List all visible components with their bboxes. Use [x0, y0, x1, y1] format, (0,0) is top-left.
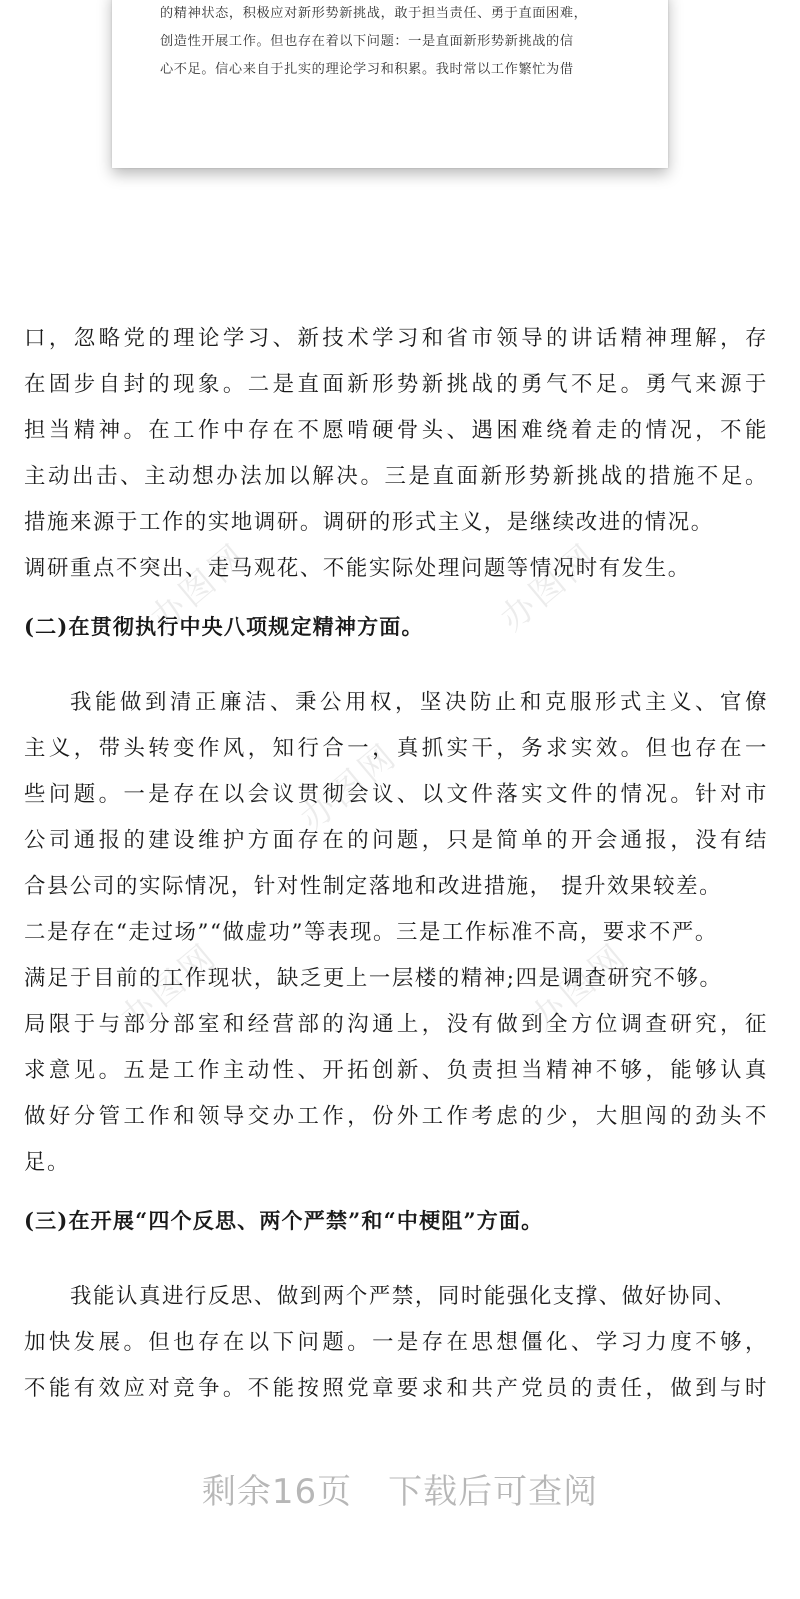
text-line: 加快发展。但也存在以下问题。一是存在思想僵化、学习力度不够，	[24, 1330, 768, 1355]
text-line: 满足于目前的工作现状，缺乏更上一层楼的精神;四是调查研究不够。	[24, 966, 723, 991]
watermark: 办图网	[522, 935, 636, 1040]
text-line: 合县公司的实际情况，针对性制定落地和改进措施， 提升效果较差。	[24, 874, 723, 899]
text-line: 我能做到清正廉洁、秉公用权，坚决防止和克服形式主义、官僚	[70, 690, 768, 715]
watermark: 办图网	[292, 735, 406, 840]
text-line: 主义，带头转变作风，知行合一，真抓实干，务求实效。但也存在一	[24, 736, 768, 761]
download-to-view-banner[interactable]	[0, 1462, 800, 1522]
preview-line: 心不足。信心来自于扎实的理论学习和积累。我时常以工作繁忙为借	[160, 62, 574, 77]
text-line: 求意见。五是工作主动性、开拓创新、负责担当精神不够，能够认真	[24, 1058, 768, 1083]
watermark: 办图网	[112, 935, 226, 1040]
watermark: 办图网	[492, 535, 606, 640]
text-line: 口，忽略党的理论学习、新技术学习和省市领导的讲话精神理解，存	[24, 326, 768, 351]
text-line: 不能有效应对竞争。不能按照党章要求和共产党员的责任，做到与时	[24, 1376, 768, 1401]
preview-line: 创造性开展工作。但也存在着以下问题：一是直面新形势新挑战的信	[160, 34, 574, 49]
text-line: 局限于与部分部室和经营部的沟通上，没有做到全方位调查研究，征	[24, 1012, 768, 1037]
text-line: 些问题。一是存在以会议贯彻会议、以文件落实文件的情况。针对市	[24, 782, 768, 807]
text-line: 措施来源于工作的实地调研。调研的形式主义，是继续改进的情况。	[24, 510, 714, 535]
text-line: 担当精神。在工作中存在不愿啃硬骨头、遇困难绕着走的情况，不能	[24, 418, 768, 443]
document-body	[24, 316, 768, 1412]
text-line: 二是存在“走过场”“做虚功”等表现。三是工作标准不高，要求不严。	[24, 920, 718, 945]
page-preview-text	[160, 0, 628, 84]
remaining-pages-label: 剩余16页	[201, 1472, 353, 1512]
text-line: 在固步自封的现象。二是直面新形势新挑战的勇气不足。勇气来源于	[24, 372, 768, 397]
download-prompt-label: 下载后可查阅	[388, 1472, 599, 1512]
section-heading-2: (二)在贯彻执行中央八项规定精神方面。	[24, 614, 424, 639]
section-heading-3: (三)在开展“四个反思、两个严禁”和“中梗阻”方面。	[24, 1208, 544, 1233]
page-preview-card	[112, 0, 668, 168]
text-line: 公司通报的建设维护方面存在的问题，只是简单的开会通报，没有结	[24, 828, 768, 853]
text-line: 调研重点不突出、走马观花、不能实际处理问题等情况时有发生。	[24, 556, 691, 581]
watermark: 办图网	[142, 535, 256, 640]
text-line: 我能认真进行反思、做到两个严禁，同时能强化支撑、做好协同、	[70, 1284, 737, 1309]
text-line: 主动出击、主动想办法加以解决。三是直面新形势新挑战的措施不足。	[24, 464, 768, 489]
text-line: 足。	[24, 1150, 70, 1175]
preview-line: 的精神状态，积极应对新形势新挑战，敢于担当责任、勇于直面困难，	[160, 6, 588, 21]
text-line: 做好分管工作和领导交办工作，份外工作考虑的少，大胆闯的劲头不	[24, 1104, 768, 1129]
